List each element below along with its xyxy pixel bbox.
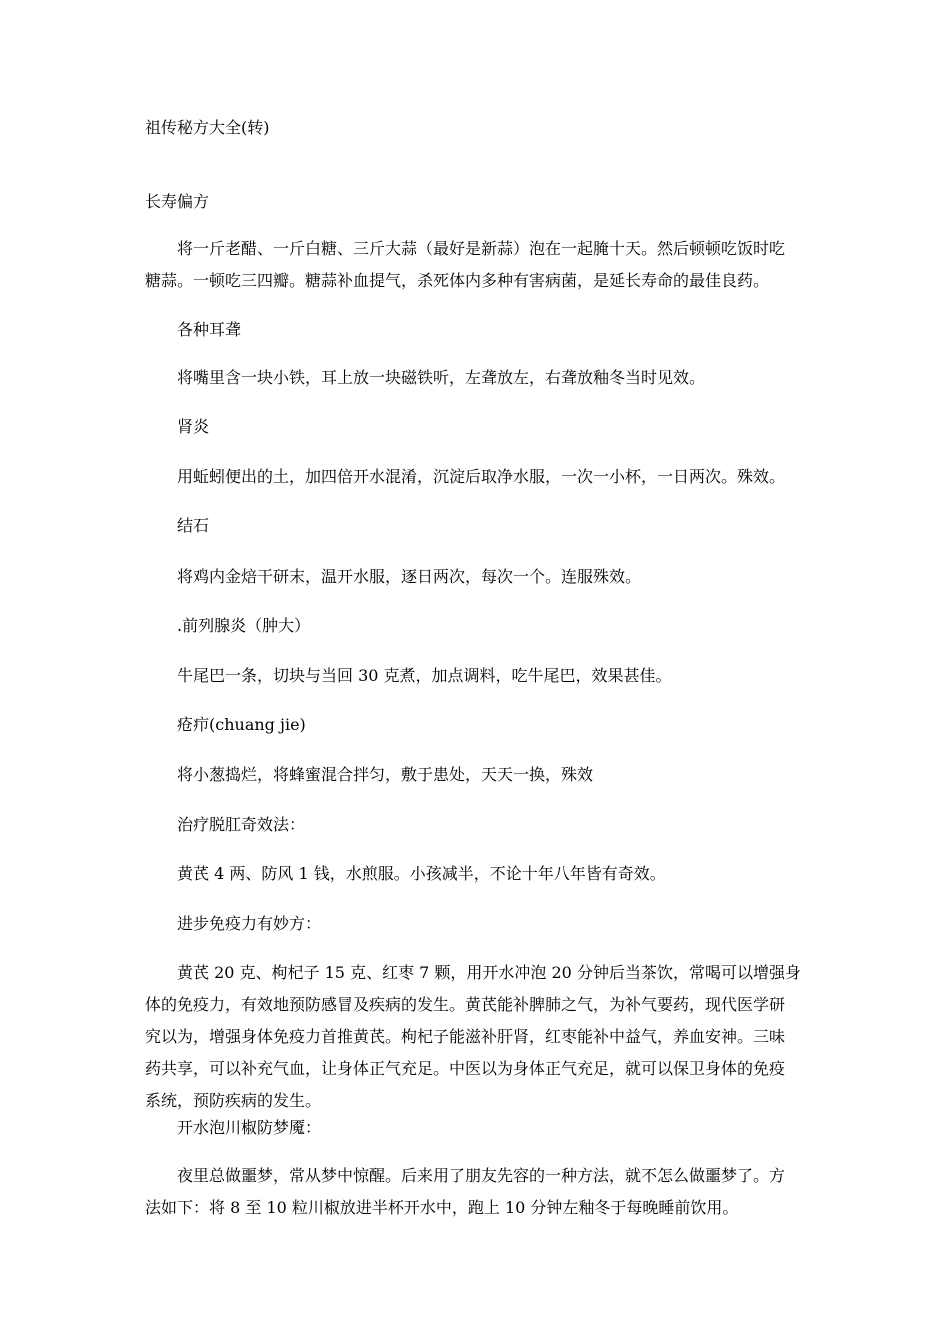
remedy-heading: 开水泡川椒防梦魇： [177, 1118, 322, 1137]
paragraph-line: 糖蒜。一顿吃三四瓣。糖蒜补血提气，杀死体内多种有害病菌，是延长寿命的最佳良药。 [145, 271, 770, 290]
remedy-text: 黄芪 4 两、防风 1 钱，水煎服。小孩减半，不论十年八年皆有奇效。 [177, 864, 666, 883]
remedy-heading: 疮疖(chuang jie) [177, 715, 306, 734]
remedy-text: 将鸡内金焙干研末，温开水服，逐日两次，每次一个。连服殊效。 [177, 567, 642, 586]
paragraph-line: 夜里总做噩梦，常从梦中惊醒。后来用了朋友先容的一种方法，就不怎么做噩梦了。方 [177, 1166, 786, 1185]
remedy-heading: 进步免疫力有妙方： [177, 914, 322, 933]
intro-paragraph [145, 233, 785, 297]
remedy-heading: 各种耳聋 [177, 320, 242, 339]
remedy-paragraph [145, 1160, 785, 1224]
paragraph-line: 将一斤老醋、一斤白糖、三斤大蒜（最好是新蒜）泡在一起腌十天。然后顿顿吃饭时吃 [177, 239, 786, 258]
remedy-heading: 治疗脱肛奇效法： [177, 815, 306, 834]
remedy-heading: .前列腺炎（肿大） [177, 616, 311, 635]
paragraph-line: 究以为，增强身体免疫力首推黄芪。枸杞子能滋补肝肾，红枣能补中益气，养血安神。三味 [145, 1027, 786, 1046]
paragraph-line: 体的免疫力，有效地预防感冒及疾病的发生。黄芪能补脾肺之气，为补气要药，现代医学研 [145, 995, 786, 1014]
remedy-text: 将小葱捣烂，将蜂蜜混合拌匀，敷于患处，天天一换，殊效 [177, 765, 594, 784]
remedy-heading: 结石 [177, 516, 210, 535]
remedy-heading: 肾炎 [177, 417, 210, 436]
section-heading: 长寿偏方 [145, 192, 210, 211]
remedy-text: 用蚯蚓便出的土，加四倍开水混淆，沉淀后取净水服，一次一小杯，一日两次。殊效。 [177, 467, 786, 486]
remedy-paragraph [145, 957, 801, 1117]
paragraph-line: 黄芪 20 克、枸杞子 15 克、红枣 7 颗，用开水冲泡 20 分钟后当茶饮，常喝可以增强身 [177, 963, 801, 982]
paragraph-line: 系统，预防疾病的发生。 [145, 1091, 322, 1110]
paragraph-line: 药共享，可以补充气血，让身体正气充足。中医以为身体正气充足，就可以保卫身体的免疫 [145, 1059, 786, 1078]
document-title: 祖传秘方大全(转) [145, 118, 270, 137]
remedy-text: 将嘴里含一块小铁，耳上放一块磁铁听，左聋放左，右聋放釉冬当时见效。 [177, 368, 706, 387]
paragraph-line: 法如下：将 8 至 10 粒川椒放进半杯开水中，跑上 10 分钟左釉冬于每晚睡前饮用。 [145, 1198, 739, 1217]
remedy-text: 牛尾巴一条，切块与当回 30 克煮，加点调料，吃牛尾巴，效果甚佳。 [177, 666, 672, 685]
